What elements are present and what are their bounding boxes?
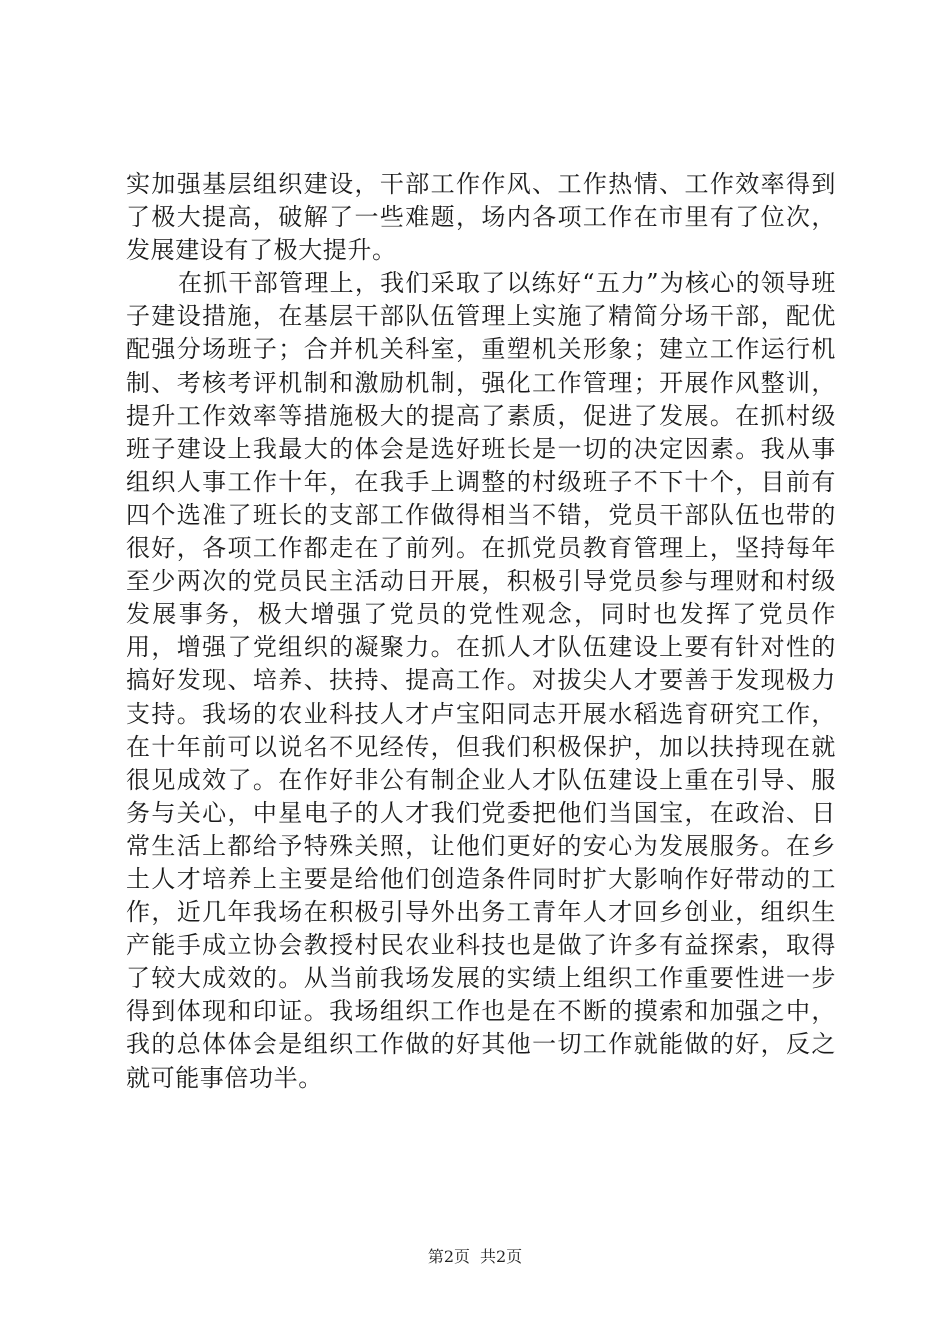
paragraph-1: 实加强基层组织建设，干部工作作风、工作热情、工作效率得到了极大提高，破解了一些难题，场内各项工作在市里有了位次，发展建设有了极大提升。 [126,170,836,265]
page-number: 第2页 [427,1247,470,1266]
page-footer [0,1244,950,1267]
paragraph-2: 在抓干部管理上，我们采取了以练好“五力”为核心的领导班子建设措施，在基层干部队伍管理上实施了精简分场干部，配优配强分场班子；合并机关科室，重塑机关形象；建立工作运行机制、考核考评机制和激励机制，强化工作管理；开展作风整训，提升工作效率等措施极大的提高了素质，促进了发展。在抓村级班子建设上我最大的体会是选好班长是一切的决定因素。我从事组织人事工作十年，在我手上调整的村级班子不下十个，目前有四个选准了班长的支部工作做得相当不错，党员干部队伍也带的很好，各项工作都走在了前列。在抓党员教育管理上，坚持每年至少两次的党员民主活动日开展，积极引导党员参与理财和村级发展事务，极大增强了党员的党性观念，同时也发挥了党员作用，增强了党组织的凝聚力。在抓人才队伍建设上要有针对性的搞好发现、培养、扶持、提高工作。对拔尖人才要善于发现极力支持。我场的农业科技人才卢宝阳同志开展水稻选育研究工作，在十年前可以说名不见经传，但我们积极保护，加以扶持现在就很见成效了。在作好非公有制企业人才队伍建设上重在引导、服务与关心，中星电子的人才我们党委把他们当国宝，在政治、日常生活上都给予特殊关照，让他们更好的安心为发展服务。在乡土人才培养上主要是给他们创造条件同时扩大影响作好带动的工作，近几年我场在积极引导外出务工青年人才回乡创业，组织生产能手成立协会教授村民农业科技也是做了许多有益探索，取得了较大成效的。从当前我场发展的实绩上组织工作重要性进一步得到体现和印证。我场组织工作也是在不断的摸索和加强之中，我的总体体会是组织工作做的好其他一切工作就能做的好，反之就可能事倍功半。 [126,269,836,1092]
document-body [126,168,836,1095]
page-total: 共2页 [480,1247,523,1266]
